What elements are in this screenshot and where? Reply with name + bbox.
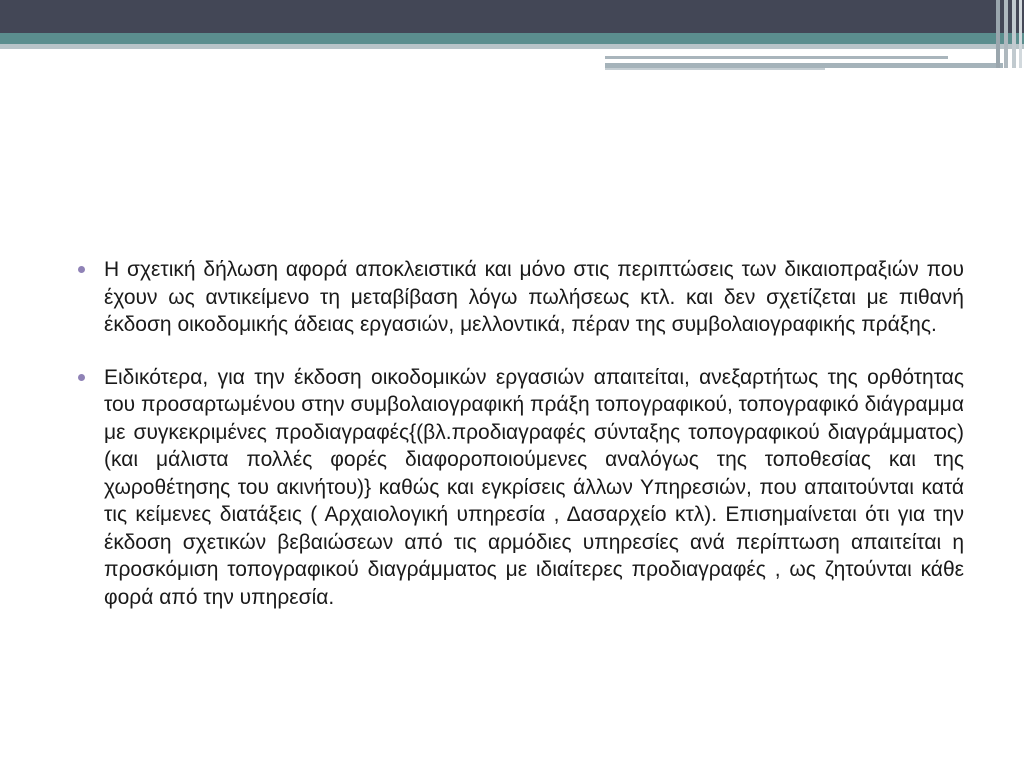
header-teal-band bbox=[0, 33, 1024, 44]
corner-bar bbox=[1012, 0, 1016, 68]
bullet-dot-icon bbox=[78, 266, 85, 273]
header-grey-line bbox=[0, 44, 1024, 49]
header-stripe bbox=[605, 56, 948, 59]
corner-bar bbox=[1004, 0, 1008, 68]
header-dark-band bbox=[0, 0, 1024, 33]
bullet-dot-icon bbox=[78, 374, 85, 381]
slide-body bbox=[78, 256, 964, 611]
header-stripe bbox=[605, 68, 825, 70]
bullet-text: Ειδικότερα, για την έκδοση οικοδομικών εργασιών απαιτείται, ανεξαρτήτως της ορθότητας του προσαρτωμένου στην συμβολαιογραφική πράξη τοπογραφικού, τοπογραφικό διάγραμμα με συγκεκριμένες προδιαγραφές{(βλ.προδιαγραφές σύνταξης τοπογραφικού διαγράμματος) (και μάλιστα πολλές φορές διαφοροποιούμενες αναλόγως της τοποθεσίας και της χωροθέτησης του ακινήτου)} καθώς και εγκρίσεις άλλων Υπηρεσιών, που απαιτούνται κατά τις κείμενες διατάξεις ( Αρχαιολογική υπηρεσία , Δασαρχείο κτλ). Επισημαίνεται ότι για την έκδοση σχετικών βεβαιώσεων από τις αρμόδιες υπηρεσίες ανά περίπτωση απαιτείται η προσκόμιση τοπογραφικού διαγράμματος με ιδιαίτερες προδιαγραφές , ως ζητούνται κάθε φορά από την υπηρεσία. bbox=[104, 365, 964, 609]
bullet-item bbox=[78, 364, 964, 612]
corner-bar bbox=[996, 0, 1000, 68]
bullet-text: Η σχετική δήλωση αφορά αποκλειστικά και μόνο στις περιπτώσεις των δικαιοπραξιών που έχουν ως αντικείμενο τη μεταβίβαση λόγω πωλήσεως κτλ. και δεν σχετίζεται με πιθανή έκδοση οικοδομικής άδειας εργασιών, μελλοντικά, πέραν της συμβολαιογραφικής πράξης. bbox=[104, 258, 964, 336]
corner-bar bbox=[1019, 0, 1022, 68]
bullet-item bbox=[78, 256, 964, 339]
